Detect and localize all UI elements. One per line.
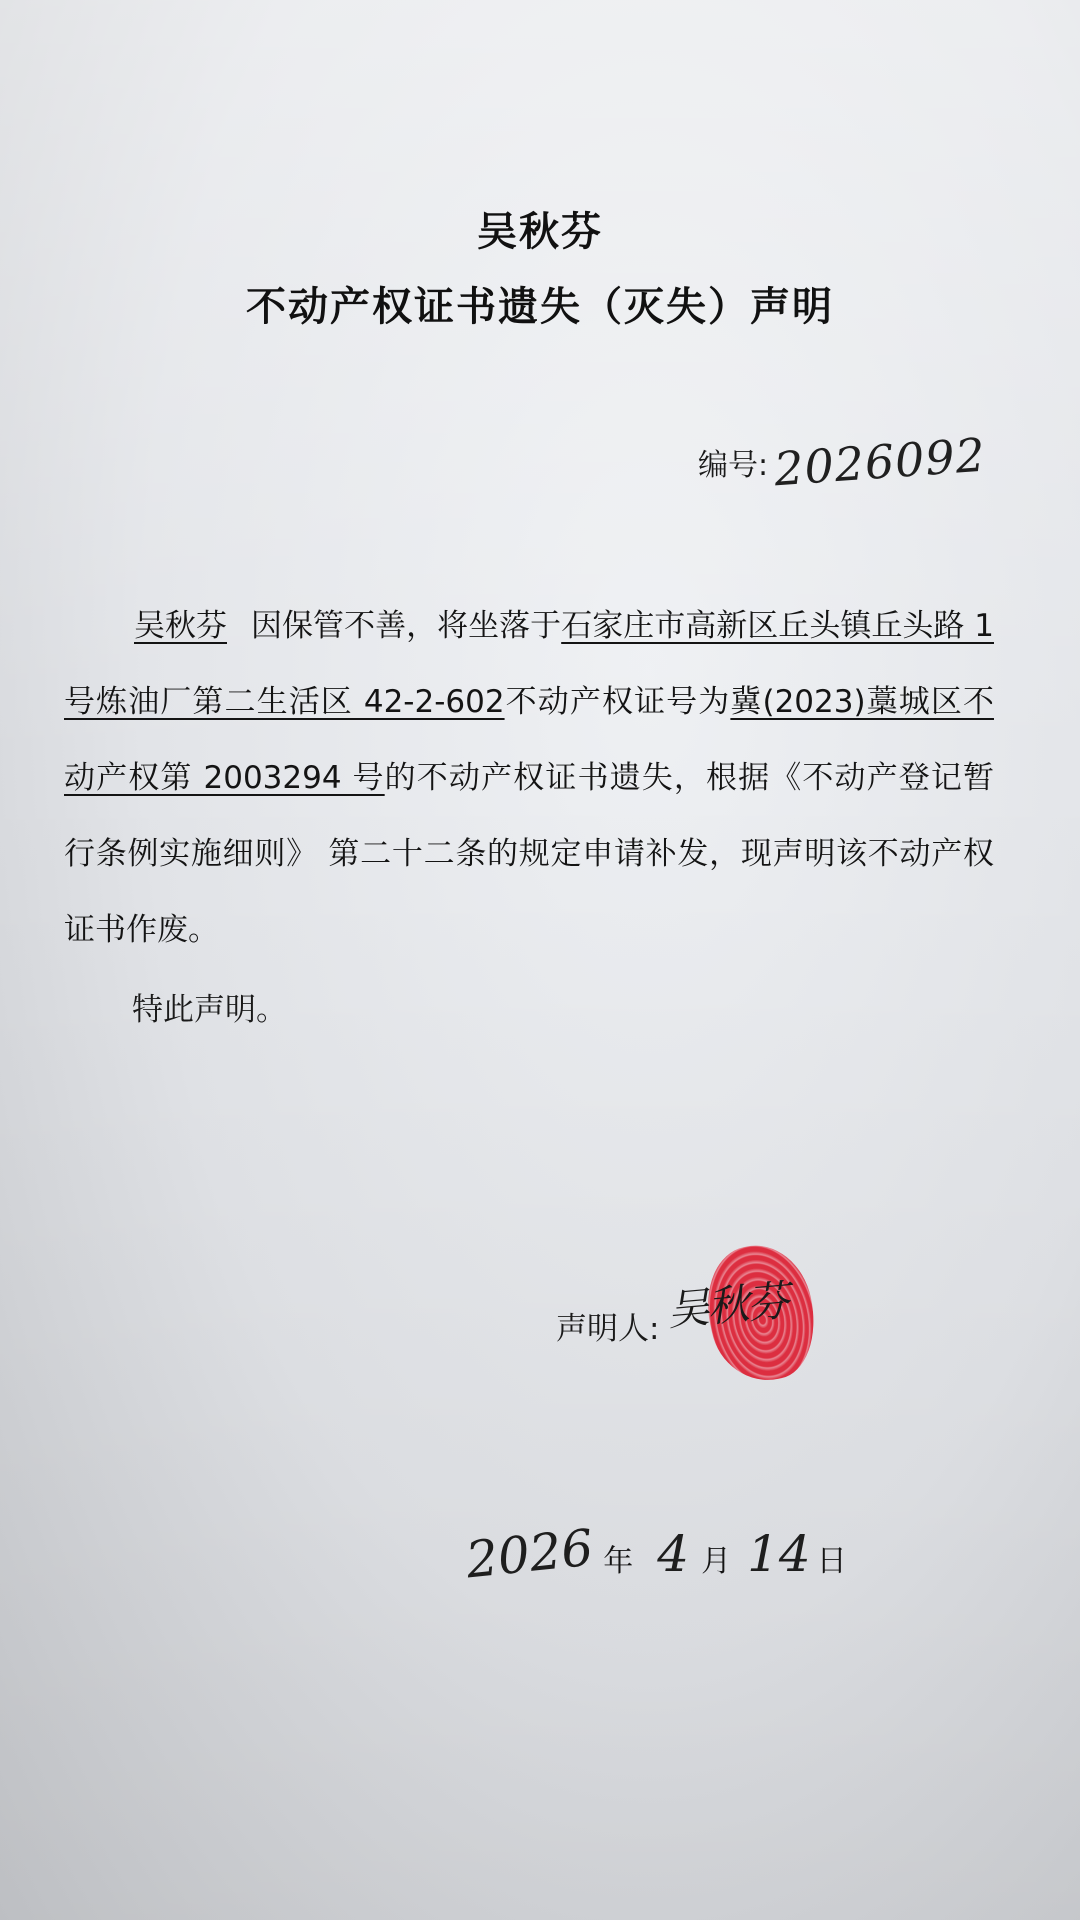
- serial-value-handwritten: 2026092: [772, 427, 988, 497]
- serial-label: 编号:: [698, 448, 769, 483]
- signature-area: [667, 1255, 857, 1395]
- body-text-1: 因保管不善，将坐落于: [251, 608, 562, 644]
- date-day-unit: 日: [816, 1544, 847, 1579]
- date-year: 2026: [463, 1518, 596, 1590]
- date-month: 4: [657, 1525, 690, 1583]
- signature-block: [556, 1275, 857, 1360]
- date-year-unit: 年: [603, 1544, 634, 1579]
- property-address: 石家庄市高新区丘头镇丘头路 1 号炼油厂第二生活区 42-2-602: [64, 608, 994, 720]
- body-text-3: 的不动产权证书遗失，根据《不动产登记暂行条例实施细则》 第二十二条的规定申请补发，现声明该不动产权证书作废。: [64, 760, 994, 948]
- document-title: 不动产权证书遗失（灭失）声明: [246, 284, 834, 330]
- declaration-body: [64, 588, 994, 968]
- closing-statement: 特此声明。: [132, 992, 287, 1028]
- declaration-date: [463, 1518, 849, 1605]
- declarant-name-heading: 吴秋芬: [477, 209, 603, 255]
- declarant-name-field: 吴秋芬: [134, 608, 227, 644]
- date-day: 14: [747, 1525, 811, 1583]
- date-month-unit: 月: [701, 1544, 732, 1579]
- signature-label: 声明人:: [556, 1310, 660, 1347]
- handwritten-signature: 吴秋芬: [665, 1275, 790, 1336]
- certificate-number: 冀(2023)藁城区不动产权第 2003294 号: [64, 684, 994, 796]
- serial-number: [698, 427, 988, 497]
- body-text-2: 不动产权证号为: [504, 684, 731, 720]
